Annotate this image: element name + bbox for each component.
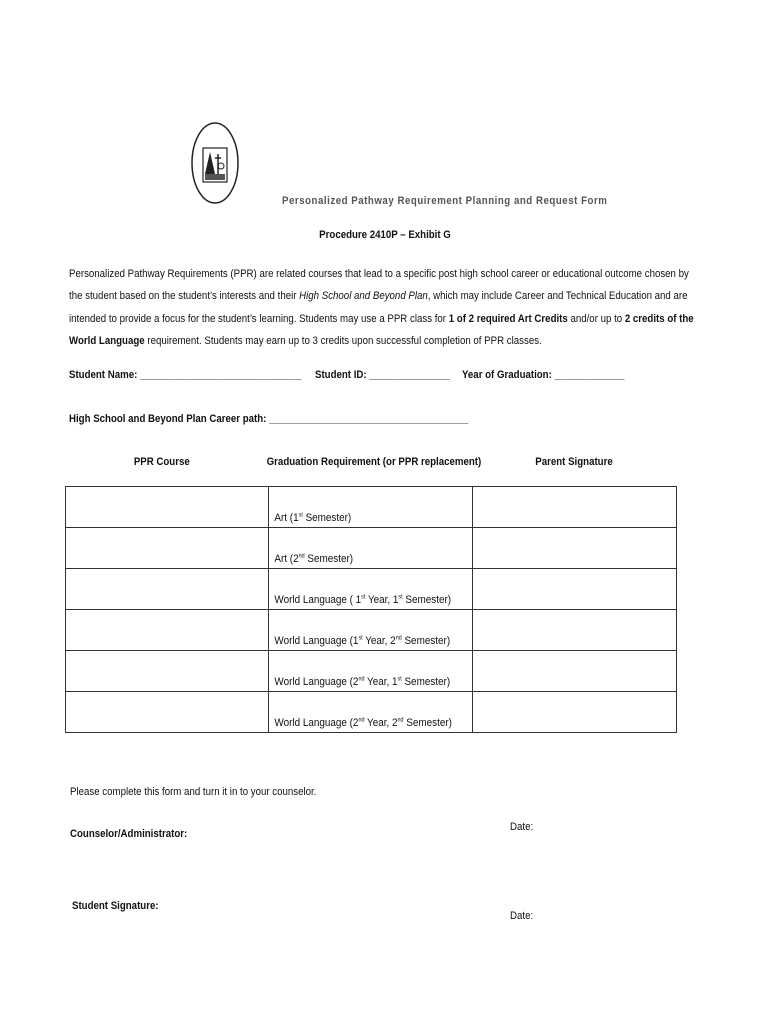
instruction-note: Please complete this form and turn it in to your counselor. [70,786,317,798]
requirement-cell [268,610,472,651]
table-row [66,651,677,692]
requirement-label: World Language (1st Year, 2nd Semester) [274,635,450,647]
column-header-ppr-course: PPR Course [133,456,190,468]
requirement-cell [268,487,472,528]
student-signature-label: Student Signature: [72,900,159,912]
requirement-label: World Language (2nd Year, 2nd Semester) [274,717,452,729]
ppr-course-cell[interactable] [66,528,269,569]
procedure-label: Procedure 2410P – Exhibit G [319,229,451,241]
ppr-course-cell[interactable] [66,610,269,651]
parent-signature-cell[interactable] [473,487,677,528]
table-row [66,569,677,610]
column-header-graduation-requirement: Graduation Requirement (or PPR replacement) [266,456,482,468]
table-row [66,487,677,528]
requirement-label: World Language (2nd Year, 1st Semester) [274,676,450,688]
table-row [66,692,677,733]
student-id-field[interactable]: Student ID: _______________ [315,369,451,381]
counselor-signature-label: Counselor/Administrator: [70,828,188,840]
parent-signature-cell[interactable] [473,569,677,610]
parent-signature-cell[interactable] [473,651,677,692]
requirement-cell [268,528,472,569]
year-of-graduation-field[interactable]: Year of Graduation: _____________ [462,369,625,381]
ppr-table [65,486,677,733]
requirement-cell [268,569,472,610]
ppr-course-cell[interactable] [66,487,269,528]
parent-signature-cell[interactable] [473,610,677,651]
column-header-parent-signature: Parent Signature [535,456,613,468]
requirement-cell [268,692,472,733]
student-date-label: Date: [510,910,534,922]
ppr-course-cell[interactable] [66,651,269,692]
student-name-field[interactable]: Student Name: ______________________________ [69,369,302,381]
bellevue-school-district-seal-icon [188,118,242,208]
parent-signature-cell[interactable] [473,692,677,733]
counselor-date-label: Date: [510,821,534,833]
ppr-course-cell[interactable] [66,569,269,610]
parent-signature-cell[interactable] [473,528,677,569]
table-row [66,610,677,651]
form-title: Personalized Pathway Requirement Planning and Request Form [282,195,608,207]
requirement-cell [268,651,472,692]
intro-paragraph: Personalized Pathway Requirements (PPR) are related courses that lead to a specific post high school career or educational outcome chosen by the student based on the student’s interests and their High School and Beyond Plan, which may include Career and Technical Education and are intended to provide a focus for the student’s learning. Students may use a PPR class for 1 of 2 required Art Credits and/or up to 2 credits of the World Language requirement. Students may earn up to 3 credits upon successful completion of PPR classes. [69,268,694,347]
career-path-field[interactable]: High School and Beyond Plan Career path: _____________________________________ [69,413,469,425]
requirement-label: World Language ( 1st Year, 1st Semester) [274,594,451,606]
table-row [66,528,677,569]
requirement-label: Art (2nd Semester) [274,553,353,565]
ppr-course-cell[interactable] [66,692,269,733]
requirement-label: Art (1st Semester) [274,512,352,524]
